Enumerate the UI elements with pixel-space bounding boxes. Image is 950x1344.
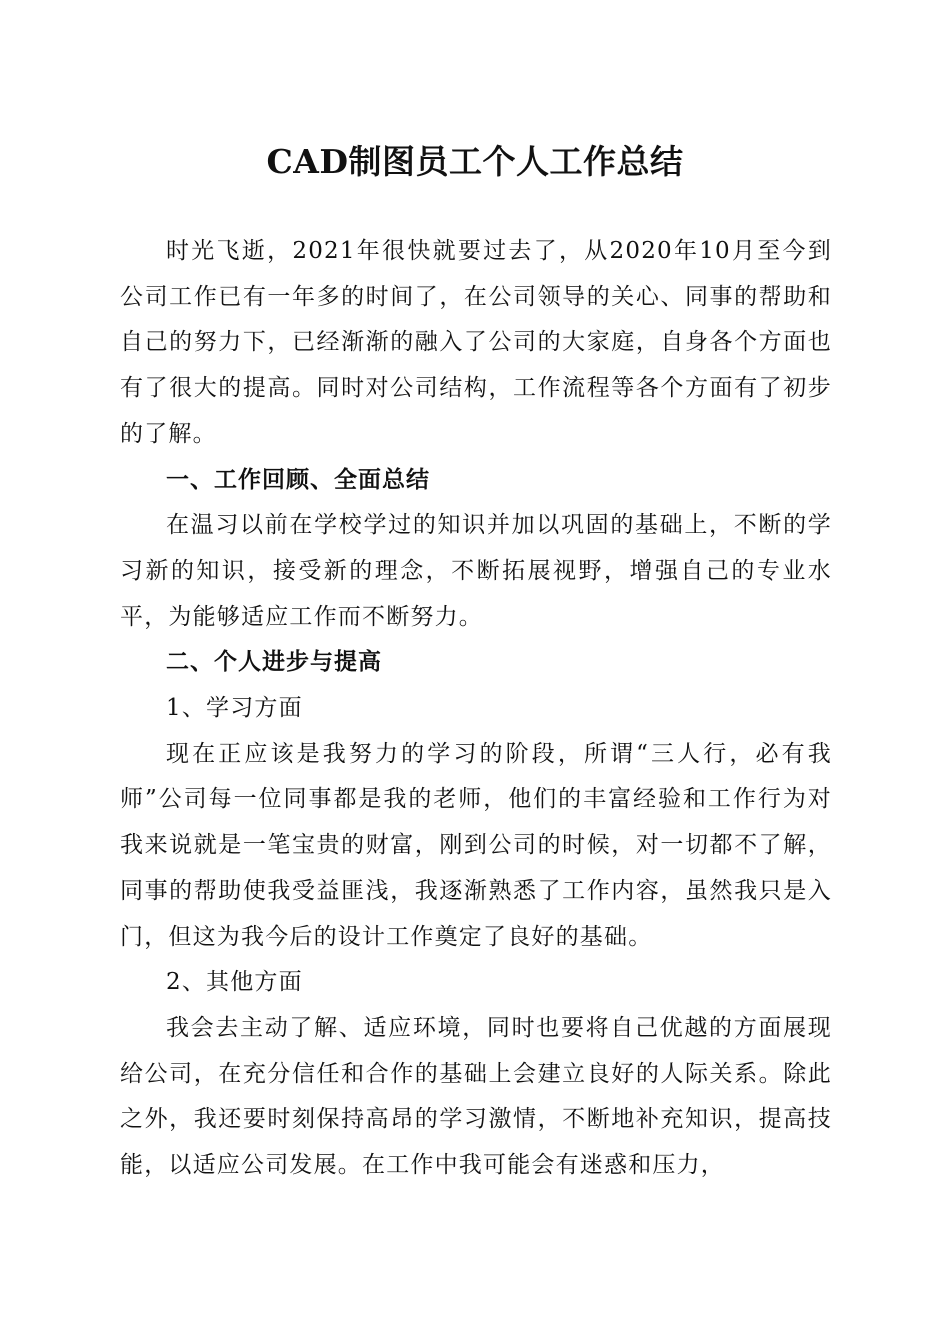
subheading-study: 1、学习方面	[166, 695, 303, 722]
other-paragraph: 我会去主动了解、适应环境，同时也要将自己优越的方面展现给公司，在充分信任和合作的基础上会建立良好的人际关系。除此之外，我还要时刻保持高昂的学习激情，不断地补充知识，提高技能，以适应公司发展。在工作中我可能会有迷惑和压力，	[120, 1014, 832, 1179]
document-body	[120, 229, 832, 1189]
section-heading-progress: 二、个人进步与提高	[166, 649, 382, 676]
section-heading-review: 一、工作回顾、全面总结	[166, 466, 430, 493]
study-paragraph: 现在正应该是我努力的学习的阶段，所谓“三人行，必有我师”公司每一位同事都是我的老师，他们的丰富经验和工作行为对我来说就是一笔宝贵的财富，刚到公司的时候，对一切都不了解，同事的帮助使我受益匪浅，我逐渐熟悉了工作内容，虽然我只是入门，但这为我今后的设计工作奠定了良好的基础。	[120, 740, 832, 950]
subheading-other: 2、其他方面	[166, 969, 303, 996]
review-paragraph: 在温习以前在学校学过的知识并加以巩固的基础上，不断的学习新的知识，接受新的理念，不断拓展视野，增强自己的专业水平，为能够适应工作而不断努力。	[120, 512, 832, 630]
document-title: CAD制图员工个人工作总结	[266, 142, 684, 181]
intro-paragraph: 时光飞逝，2021年很快就要过去了，从2020年10月至今到公司工作已有一年多的时间了，在公司领导的关心、同事的帮助和自己的努力下，已经渐渐的融入了公司的大家庭，自身各个方面也有了很大的提高。同时对公司结构，工作流程等各个方面有了初步的了解。	[120, 238, 832, 447]
